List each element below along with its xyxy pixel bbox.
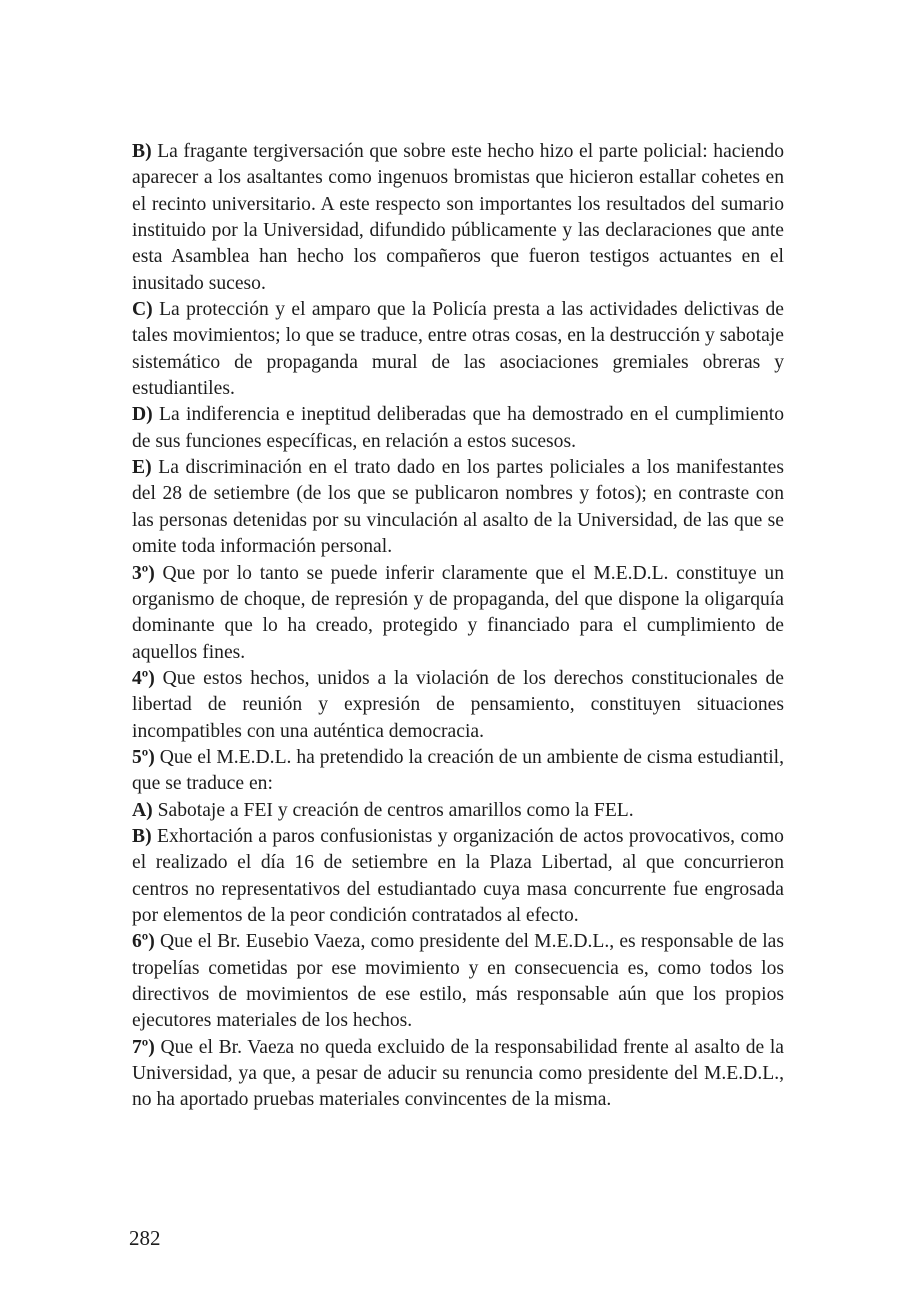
paragraph-6 [132, 929, 784, 1034]
paragraph-text: Que el Br. Vaeza no queda excluido de la responsabilidad frente al asalto de la Universidad, ya que, a pesar de aducir su renuncia como presidente del M.E.D.L., no ha aportado pruebas materiales convincentes de la misma. [132, 1036, 784, 1111]
paragraph-a [132, 798, 784, 824]
paragraph-4 [132, 666, 784, 745]
paragraph-label: E) [132, 457, 152, 479]
paragraph-text: Que el M.E.D.L. ha pretendido la creación de un ambiente de cisma estudiantil, que se traduce en: [132, 746, 784, 795]
paragraph-3 [132, 561, 784, 666]
page-number: 282 [129, 1226, 161, 1250]
paragraph-label: 4º) [132, 667, 155, 689]
paragraph-label: D) [132, 404, 153, 426]
paragraph-text: Que por lo tanto se puede inferir claramente que el M.E.D.L. constituye un organismo de choque, de represión y de propaganda, del que dispone la oligarquía dominante que lo ha creado, protegido y financiado para el cumplimiento de aquellos fines. [132, 562, 785, 663]
paragraph-label: 7º) [132, 1036, 155, 1058]
paragraph-text: La fragante tergiversación que sobre este hecho hizo el parte policial: haciendo aparecer a los asaltantes como ingenuos bromistas que hicieron estallar cohetes en el recinto universitario. A este respecto son importantes los resultados del sumario instituido por la Universidad, difundido públicamente y las declaraciones que ante esta Asamblea han hecho los compañeros que fueron testigos actuantes en el inusitado suceso. [132, 141, 784, 294]
paragraph-label: 3º) [132, 562, 155, 584]
paragraph-text: Que el Br. Eusebio Vaeza, como presidente del M.E.D.L., es responsable de las tropelías cometidas por ese movimiento y en consecuencia es, como todos los directivos de movimientos de ese estilo, más responsable aún que los propios ejecutores materiales de los hechos. [132, 931, 784, 1032]
paragraph-text: La protección y el amparo que la Policía presta a las actividades delictivas de tales movimientos; lo que se traduce, entre otras cosas, en la destrucción y sabotaje sistemático de propaganda mural de las asociaciones gremiales obreras y estudiantiles. [132, 299, 784, 400]
paragraph-text: La discriminación en el trato dado en los partes policiales a los manifestantes del 28 de setiembre (de los que se publicaron nombres y fotos); en contraste con las personas detenidas por su vinculación al asalto de la Universidad, de las que se omite toda información personal. [132, 457, 784, 558]
paragraph-b-1 [132, 139, 784, 297]
paragraph-label: A) [132, 799, 153, 821]
paragraph-label: B) [132, 141, 152, 162]
paragraph-text: Sabotaje a FEI y creación de centros amarillos como la FEL. [157, 799, 634, 821]
paragraph-label: 5º) [132, 746, 155, 768]
paragraph-text: La indiferencia e ineptitud deliberadas que ha demostrado en el cumplimiento de sus funciones específicas, en relación a estos sucesos. [132, 404, 784, 452]
paragraph-d [132, 402, 784, 455]
paragraph-label: 6º) [132, 931, 155, 953]
paragraph-e [132, 455, 784, 560]
paragraph-text: Exhortación a paros confusionistas y organización de actos provocativos, como el realizado el día 16 de setiembre en la Plaza Libertad, al que concurrieron centros no representativos del estudiantado cuya masa concurrente fue engrosada por elementos de la peor condición contratados al efecto. [132, 825, 784, 926]
paragraph-text: Que estos hechos, unidos a la violación de los derechos constitucionales de libertad de reunión y expresión de pensamiento, constituyen situaciones incompatibles con una auténtica democracia. [132, 667, 784, 742]
paragraph-label: C) [132, 299, 153, 321]
paragraph-7 [132, 1035, 784, 1114]
paragraph-label: B) [132, 825, 152, 847]
paragraph-b-2 [132, 824, 784, 929]
paragraph-c [132, 297, 784, 402]
paragraph-5 [132, 745, 784, 798]
body-text [132, 139, 784, 1114]
